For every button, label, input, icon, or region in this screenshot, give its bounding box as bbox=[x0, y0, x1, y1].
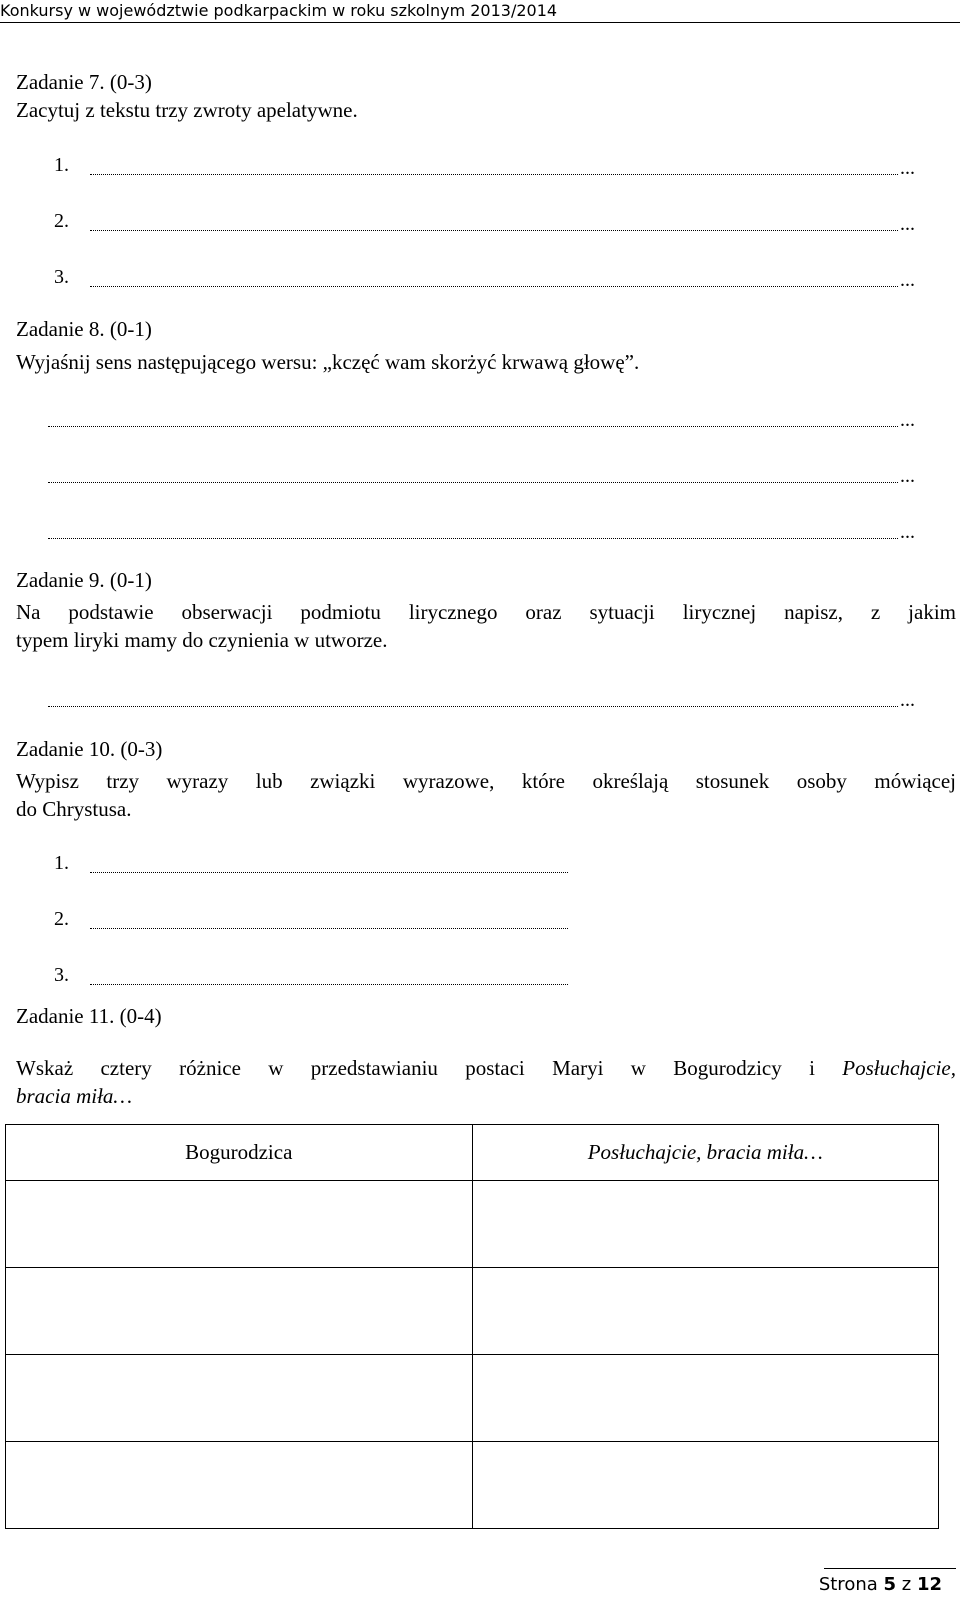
table-cell[interactable] bbox=[472, 1181, 939, 1268]
task8-instruction: Wyjaśnij sens następującego wersu: „kczęć wam skorżyć krwawą głowę”. bbox=[16, 350, 640, 374]
task10-answer-line-1[interactable] bbox=[90, 872, 568, 873]
task7-answer-line-2[interactable] bbox=[90, 230, 898, 231]
task11-instruction-line-1 bbox=[16, 1054, 956, 1082]
table-cell[interactable] bbox=[472, 1355, 939, 1442]
task11-instruction-text: Wskaż cztery różnice w przedstawianiu postaci Maryi w Bogurodzicy i bbox=[16, 1056, 843, 1080]
task10-answer-line-2[interactable] bbox=[90, 928, 568, 929]
task8-answer-line-1[interactable] bbox=[48, 426, 898, 427]
table-cell[interactable] bbox=[6, 1181, 473, 1268]
footer-page-number: 5 bbox=[883, 1574, 897, 1595]
task9-line-end: ... bbox=[900, 689, 915, 711]
header-title: Konkursy w województwie podkarpackim w roku szkolnym 2013/2014 bbox=[0, 1, 558, 20]
task11-title: Zadanie 11. (0-4) bbox=[16, 1004, 162, 1028]
table-row bbox=[6, 1181, 939, 1268]
task7-item-1-number: 1. bbox=[54, 154, 69, 176]
comparison-table bbox=[5, 1124, 939, 1529]
footer-prefix: Strona bbox=[818, 1574, 884, 1595]
task7-answer-line-3[interactable] bbox=[90, 286, 898, 287]
table-cell[interactable] bbox=[6, 1268, 473, 1355]
task8-answer-line-2[interactable] bbox=[48, 482, 898, 483]
table-cell[interactable] bbox=[472, 1268, 939, 1355]
task7-answer-line-1[interactable] bbox=[90, 174, 898, 175]
task7-item-3-number: 3. bbox=[54, 266, 69, 288]
table-row bbox=[6, 1268, 939, 1355]
table-header-posluchajcie: Posłuchajcie, bracia miła… bbox=[472, 1125, 939, 1181]
task7-line-2-end: ... bbox=[900, 213, 915, 235]
task7-title: Zadanie 7. (0-3) bbox=[16, 70, 152, 94]
footer-total-pages: 12 bbox=[916, 1574, 942, 1595]
table-cell[interactable] bbox=[6, 1442, 473, 1529]
header-rule bbox=[0, 22, 960, 23]
table-header-row bbox=[6, 1125, 939, 1181]
table-cell[interactable] bbox=[472, 1442, 939, 1529]
task7-instruction: Zacytuj z tekstu trzy zwroty apelatywne. bbox=[16, 98, 358, 122]
task7-line-3-end: ... bbox=[900, 269, 915, 291]
task8-line-2-end: ... bbox=[900, 465, 915, 487]
table-row bbox=[6, 1355, 939, 1442]
task10-item-1-number: 1. bbox=[54, 852, 69, 874]
task9-instruction-line-2: typem liryki mamy do czynienia w utworze. bbox=[16, 628, 388, 652]
task10-instruction-line-1: Wypisz trzy wyrazy lub związki wyrazowe, które określają stosunek osoby mówiącej bbox=[16, 769, 956, 793]
task11-instruction-line-2 bbox=[16, 1082, 132, 1110]
task10-item-3-number: 3. bbox=[54, 964, 69, 986]
table-cell[interactable] bbox=[6, 1355, 473, 1442]
task9-title: Zadanie 9. (0-1) bbox=[16, 568, 152, 592]
task9-answer-line[interactable] bbox=[48, 706, 898, 707]
page-footer bbox=[819, 1574, 942, 1595]
footer-mid: z bbox=[896, 1574, 917, 1595]
page-header bbox=[0, 0, 960, 24]
task10-title: Zadanie 10. (0-3) bbox=[16, 737, 163, 761]
task8-line-1-end: ... bbox=[900, 409, 915, 431]
task8-title: Zadanie 8. (0-1) bbox=[16, 317, 152, 341]
table-header-bogurodzica: Bogurodzica bbox=[6, 1125, 473, 1181]
task8-line-3-end: ... bbox=[900, 521, 915, 543]
task9-instruction-line-1: Na podstawie obserwacji podmiotu lirycznego oraz sytuacji lirycznej napisz, z jakim bbox=[16, 600, 956, 624]
task10-item-2-number: 2. bbox=[54, 908, 69, 930]
task7-line-1-end: ... bbox=[900, 157, 915, 179]
task10-instruction-line-2: do Chrystusa. bbox=[16, 797, 132, 821]
task10-answer-line-3[interactable] bbox=[90, 984, 568, 985]
task11-instruction-italic-2: bracia miła… bbox=[16, 1084, 133, 1108]
footer-rule bbox=[824, 1568, 956, 1569]
task11-instruction-italic: Posłuchajcie, bbox=[842, 1056, 956, 1080]
task7-item-2-number: 2. bbox=[54, 210, 69, 232]
table-row bbox=[6, 1442, 939, 1529]
task8-answer-line-3[interactable] bbox=[48, 538, 898, 539]
